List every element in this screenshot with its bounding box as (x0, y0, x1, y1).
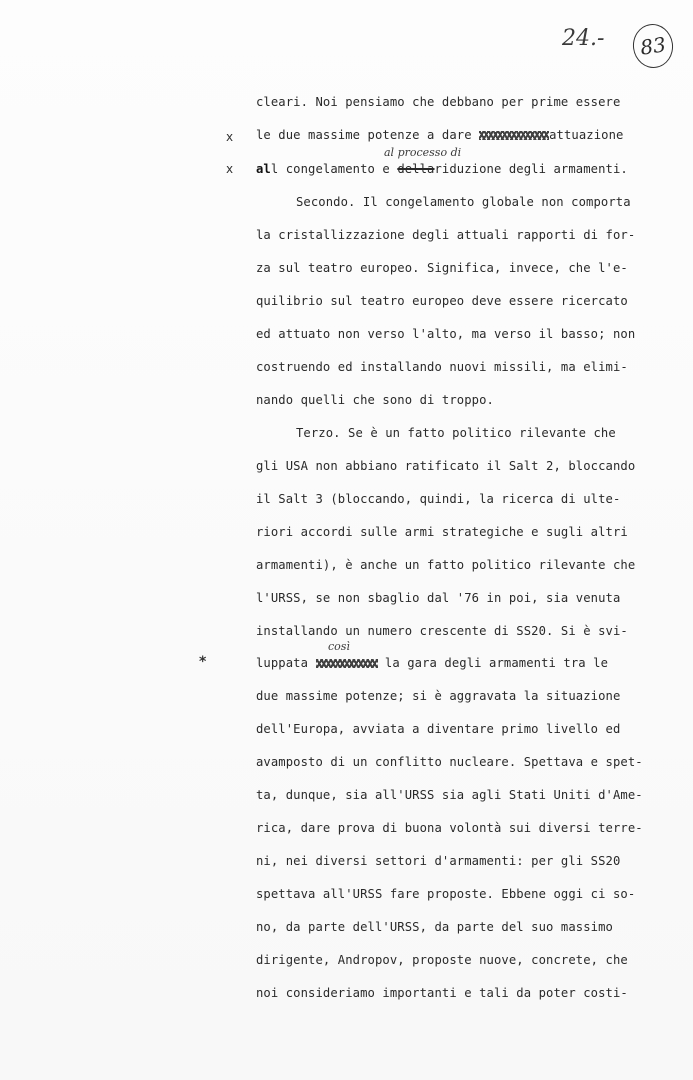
text-line: la cristallizzazione degli attuali rapporti di for- (256, 228, 636, 242)
margin-mark: * (199, 654, 207, 670)
handwritten-correction: al (256, 162, 271, 176)
text-line: il Salt 3 (bloccando, quindi, la ricerca di ulte- (256, 492, 621, 506)
folio-number: 83 (638, 32, 668, 60)
text-line: nando quelli che sono di troppo. (256, 393, 494, 407)
text-line: za sul teatro europeo. Significa, invece, che l'e- (256, 261, 628, 275)
text-line: noi consideriamo importanti e tali da poter costi- (256, 986, 628, 1000)
page-number: 24.- (562, 26, 605, 51)
margin-mark: x (226, 130, 234, 144)
text-line: ta, dunque, sia all'URSS sia agli Stati Uniti d'Ame- (256, 788, 643, 802)
text-line: ni, nei diversi settori d'armamenti: per gli SS20 (256, 854, 621, 868)
text-line: costruendo ed installando nuovi missili, ma elimi- (256, 360, 628, 374)
text-line: ed attuato non verso l'alto, ma verso il basso; non (256, 327, 636, 341)
folio-stamp (630, 21, 676, 70)
text-fragment: la gara degli armamenti tra le (377, 656, 609, 670)
text-line: riori accordi sulle armi strategiche e sugli altri (256, 525, 628, 539)
text-line: dell'Europa, avviata a diventare primo livello ed (256, 722, 621, 736)
struck-word: della (397, 162, 435, 176)
crossed-out-word (479, 131, 549, 140)
text-line (256, 162, 628, 176)
text-line: l'URSS, se non sbaglio dal '76 in poi, sia venuta (256, 591, 621, 605)
text-fragment: l congelamento e (270, 162, 398, 176)
text-line: installando un numero crescente di SS20. Si è svi- (256, 624, 628, 638)
text-line: dirigente, Andropov, proposte nuove, concrete, che (256, 953, 628, 967)
text-line: quilibrio sul teatro europeo deve essere ricercato (256, 294, 628, 308)
text-line: armamenti), è anche un fatto politico rilevante che (256, 558, 636, 572)
text-line: gli USA non abbiano ratificato il Salt 2, bloccando (256, 459, 636, 473)
text-line: avamposto di un conflitto nucleare. Spettava e spet- (256, 755, 643, 769)
text-fragment: le due massime potenze a dare (256, 128, 480, 142)
text-line: cleari. Noi pensiamo che debbano per prime essere (256, 95, 621, 109)
text-line: no, da parte dell'URSS, da parte del suo massimo (256, 920, 613, 934)
text-line: Secondo. Il congelamento globale non comporta (296, 195, 631, 209)
text-line: spettava all'URSS fare proposte. Ebbene oggi ci so- (256, 887, 636, 901)
text-fragment: riduzione degli armamenti. (434, 162, 628, 176)
text-line: due massime potenze; si è aggravata la situazione (256, 689, 621, 703)
handwritten-insertion: così (328, 640, 350, 653)
text-line: Terzo. Se è un fatto politico rilevante che (296, 426, 616, 440)
text-fragment: luppata (256, 656, 316, 670)
text-fragment: attuazione (549, 128, 624, 142)
handwritten-insertion: al processo di (384, 146, 462, 159)
text-line (256, 128, 624, 142)
text-line (256, 656, 608, 670)
text-line: rica, dare prova di buona volontà sui diversi terre- (256, 821, 643, 835)
crossed-out-word (316, 659, 378, 668)
margin-mark: x (226, 162, 234, 176)
